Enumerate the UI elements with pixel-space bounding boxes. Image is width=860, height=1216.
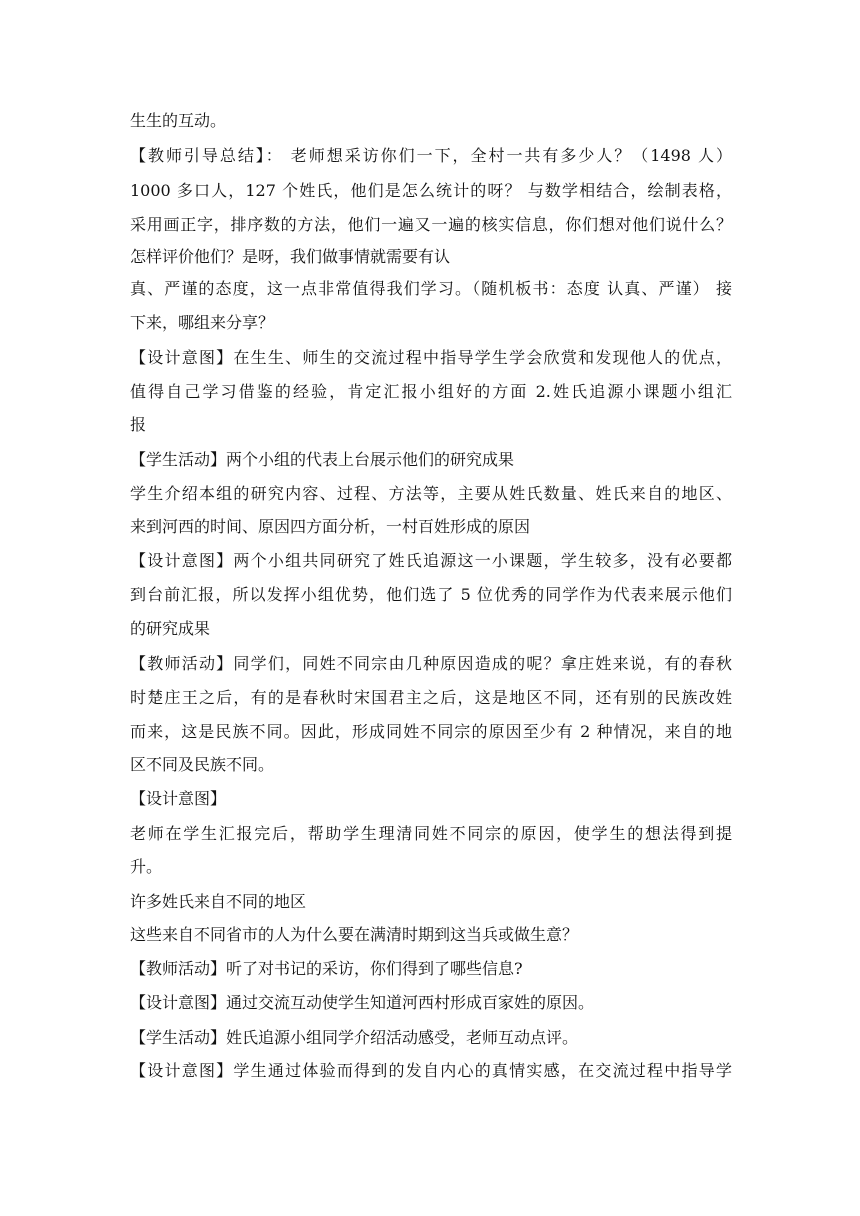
text-line: 【设计意图】学生通过体验而得到的发自内心的真情实感，在交流过程中指导学 bbox=[130, 1061, 732, 1080]
text-line: 【设计意图】通过交流互动使学生知道河西村形成百家姓的原因。 bbox=[130, 993, 595, 1012]
text-line: 下来，哪组来分享？ bbox=[130, 313, 275, 332]
text-line: 的研究成果 bbox=[130, 619, 211, 638]
text-line: 怎样评价他们？是呀，我们做事情就需要有认 bbox=[130, 247, 451, 266]
text-line: 采用画正字，排序数的方法，他们一遍又一遍的核实信息，你们想对他们说什么？ bbox=[130, 215, 732, 234]
text-line: 时楚庄王之后，有的是春秋时宋国君主之后，这是地区不同，还有别的民族改姓 bbox=[130, 688, 732, 707]
text-line: 1000 多口人，127 个姓氏，他们是怎么统计的呀？ 与数学相结合，绘制表格， bbox=[130, 181, 732, 200]
text-line: 【教师活动】听了对书记的采访，你们得到了哪些信息? bbox=[130, 959, 523, 978]
text-line: 【教师活动】同学们，同姓不同宗由几种原因造成的呢？拿庄姓来说，有的春秋 bbox=[130, 654, 732, 673]
text-line: 值得自己学习借鉴的经验，肯定汇报小组好的方面 2.姓氏追源小课题小组汇 bbox=[130, 382, 732, 401]
text-line: 生生的互动。 bbox=[130, 111, 227, 130]
text-line: 【学生活动】姓氏追源小组同学介绍活动感受，老师互动点评。 bbox=[130, 1028, 579, 1047]
text-line: 【设计意图】 bbox=[130, 789, 227, 808]
text-line: 真、严谨的态度，这一点非常值得我们学习。（随机板书：态度 认真、严谨） 接 bbox=[130, 279, 732, 298]
text-line: 学生介绍本组的研究内容、过程、方法等，主要从姓氏数量、姓氏来自的地区、 bbox=[130, 484, 732, 503]
text-line: 【设计意图】在生生、师生的交流过程中指导学生学会欣赏和发现他人的优点， bbox=[130, 348, 732, 367]
text-line: 升。 bbox=[130, 857, 163, 876]
text-line: 【教师引导总结】： 老师想采访你们一下，全村一共有多少人？（1498 人） bbox=[130, 146, 732, 165]
text-line: 【设计意图】两个小组共同研究了姓氏追源这一小课题，学生较多，没有必要都 bbox=[130, 551, 732, 570]
text-line: 老师在学生汇报完后，帮助学生理清同姓不同宗的原因，使学生的想法得到提 bbox=[130, 824, 732, 843]
text-line: 而来，这是民族不同。因此，形成同姓不同宗的原因至少有 2 种情况，来自的地 bbox=[130, 722, 732, 741]
text-line: 区不同及民族不同。 bbox=[130, 755, 275, 774]
text-line: 报 bbox=[130, 415, 147, 434]
text-line: 【学生活动】两个小组的代表上台展示他们的研究成果 bbox=[130, 450, 515, 469]
text-line: 这些来自不同省市的人为什么要在满清时期到这当兵或做生意？ bbox=[130, 925, 579, 944]
text-line: 来到河西的时间、原因四方面分析，一村百姓形成的原因 bbox=[130, 517, 531, 536]
text-line: 许多姓氏来自不同的地区 bbox=[130, 892, 307, 911]
text-line: 到台前汇报，所以发挥小组优势，他们选了 5 位优秀的同学作为代表来展示他们 bbox=[130, 585, 732, 604]
